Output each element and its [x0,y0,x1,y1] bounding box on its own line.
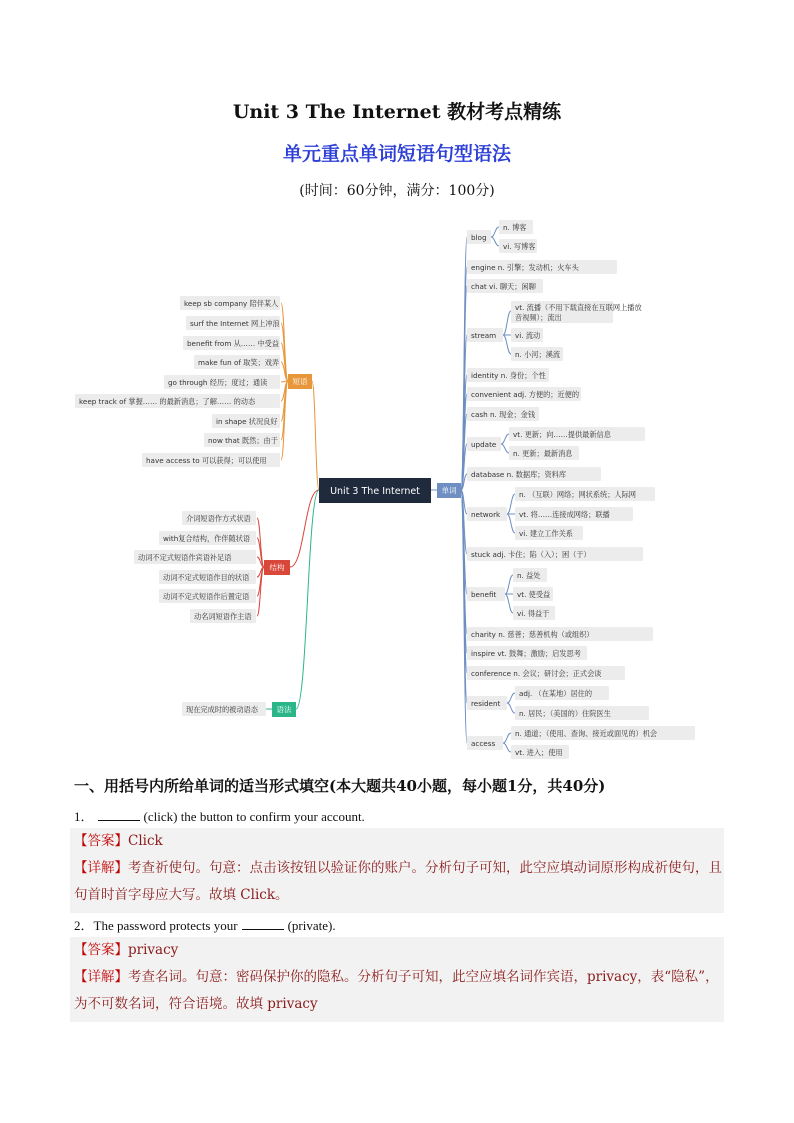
word-leaf: resident [471,699,501,708]
question-text: (click) the button to confirm your account. [143,809,365,824]
structure-leaf: with复合结构，作伴随状语 [163,534,251,543]
sense-leaf: n. 益处 [517,571,541,580]
sense-connector [501,434,509,444]
sense-connector [503,743,511,752]
question-2 [74,915,336,934]
structure-leaf: 动名词短语作主语 [194,612,252,621]
sense-leaf: vt. 使受益 [517,590,551,599]
mind-map [0,200,794,760]
phrase-leaf: in shape 状况良好 [216,417,278,426]
question-number: 1． [74,809,94,824]
branch-words-label: 单词 [441,486,457,495]
detail-label: 【详解】 [74,860,128,876]
word-leaf: convenient adj. 方便的；近便的 [471,390,580,399]
word-leaf: blog [471,233,487,242]
word-leaf: charity n. 慈善；慈善机构（或组织） [471,630,594,639]
sense-leaf: n. （互联）网络；网状系统；人际网 [519,490,636,499]
sense-leaf: vi. 建立工作关系 [519,529,573,538]
word-leaf: engine n. 引擎；发动机；火车头 [471,263,579,272]
structure-connector [257,567,264,616]
word-leaf: conference n. 会议；研讨会；正式会谈 [471,669,602,678]
sense-connector [503,335,511,354]
answer-blank [98,809,140,821]
word-leaf: inspire vt. 鼓舞；激励；启发思考 [471,649,581,658]
sense-leaf: n. 居民；（美国的）住院医生 [519,709,611,718]
word-leaf: chat vi. 聊天；闲聊 [471,282,536,291]
word-leaf: access [471,739,496,748]
section-title: 一、用括号内所给单词的适当形式填空(本大题共40小题，每小题1分，共40分) [74,777,606,795]
answer-text: Click [128,833,163,849]
sense-connector [491,237,499,246]
branch-phrases-label: 短语 [292,377,308,386]
word-leaf: update [471,440,497,449]
structure-leaf: 介词短语作方式状语 [186,514,251,523]
sense-leaf: vi. 流动 [515,331,541,340]
sense-leaf: vt. 流播（不用下载直接在互联网上播放 [515,303,642,312]
question-text: (private). [287,918,336,933]
detail-text: 考查名词。句意：密码保护你的隐私。分析句子可知，此空应填名词作宾语，privacy，表“隐私”，为不可数名词，符合语境。故填 privacy [74,969,719,1012]
question-1 [74,806,365,825]
structure-leaf: 动词不定式短语作宾语补足语 [138,553,232,562]
time-info: (时间：60分钟，满分：100分) [299,183,495,199]
branch-connector [312,381,319,490]
sense-connector [507,494,515,514]
sense-leaf: adj. （在某地）居住的 [519,689,593,698]
branch-grammar-label: 语法 [276,705,292,714]
branch-structures-label: 结构 [269,563,285,572]
phrase-leaf: keep sb company 陪伴某人 [184,299,279,308]
structure-leaf: 动词不定式短语作后置定语 [163,592,250,601]
answer-line [74,828,724,855]
sense-connector [503,311,511,335]
sense-connector [507,693,515,703]
detail-label: 【详解】 [74,969,128,985]
sense-leaf: n. 更新；最新消息 [513,449,573,458]
phrase-leaf: keep track of 掌握…… 的最新消息；了解…… 的动态 [79,397,256,406]
detail-text: 考查祈使句。句意：点击该按钮以验证你的账户。分析句子可知，此空应填动词原形构成祈使句，且句首时首字母应大写。故填 Click。 [74,860,722,903]
answer-label: 【答案】 [74,833,128,849]
sense-leaf: vi. 写博客 [503,242,536,251]
word-leaf: stuck adj. 卡住；陷（入）；困（于） [471,550,591,559]
sense-connector [505,594,513,613]
answer-line [74,937,724,964]
word-leaf: benefit [471,590,497,599]
word-leaf: cash n. 现金；金钱 [471,410,536,419]
question-text-before: The password protects your [93,918,238,933]
page-title: Unit 3 The Internet 教材考点精练 [232,101,562,123]
sense-leaf: n. 博客 [503,223,527,232]
word-leaf: stream [471,331,497,340]
question-number: 2． [74,918,94,933]
word-leaf: identity n. 身份；个性 [471,371,546,380]
sense-connector [501,444,509,453]
phrase-leaf: benefit from 从…… 中受益 [187,339,280,348]
sense-connector [491,227,499,237]
sense-leaf: n. 通道；（使用、查询、接近或面见的）机会 [515,729,658,738]
phrase-leaf: now that 既然；由于 [208,436,278,445]
sense-leaf: n. 小河；溪流 [515,350,561,359]
sense-leaf: 音视频）；流出 [515,313,562,322]
sense-connector [503,733,511,743]
grammar-leaf: 现在完成时的被动语态 [186,705,258,714]
sense-connector [507,703,515,713]
structure-connector [257,518,264,567]
answer-box-2 [70,937,724,1022]
page-subtitle: 单元重点单词短语句型语法 [282,143,511,165]
sense-connector [507,514,515,533]
sense-leaf: vt. 更新；向……提供最新信息 [513,430,611,439]
sense-leaf: vt. 进入；使用 [515,748,563,757]
word-leaf: database n. 数据库；资料库 [471,470,567,479]
phrase-leaf: surf the Internet 网上冲浪 [190,319,280,328]
word-leaf: network [471,510,501,519]
phrase-leaf: have access to 可以获得；可以使用 [146,456,267,465]
detail-paragraph [74,964,724,1018]
sense-connector [505,575,513,594]
sense-leaf: vt. 将……连接成网络；联播 [519,510,610,519]
answer-label: 【答案】 [74,942,128,958]
structure-leaf: 动词不定式短语作目的状语 [163,573,250,582]
phrase-leaf: go through 经历；度过；通读 [168,378,268,387]
answer-blank [242,918,284,930]
branch-connector [296,490,319,709]
center-node-label: Unit 3 The Internet [330,486,420,497]
answer-box-1 [70,828,724,913]
detail-paragraph [74,855,724,909]
sense-leaf: vi. 得益于 [517,609,550,618]
answer-text: privacy [128,942,179,958]
phrase-leaf: make fun of 取笑；戏弄 [198,358,280,367]
